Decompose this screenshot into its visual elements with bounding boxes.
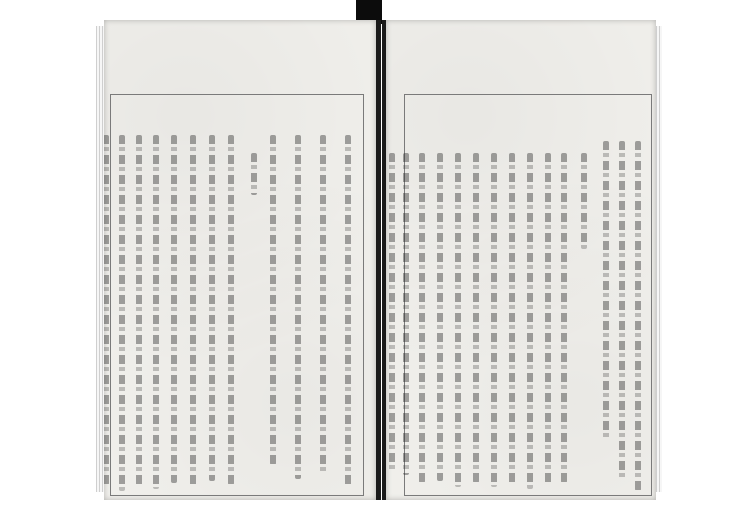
text-column [527, 153, 533, 489]
text-column [635, 141, 641, 491]
text-column [136, 135, 142, 487]
text-column [619, 141, 625, 481]
left-page [104, 20, 381, 500]
text-column [171, 135, 177, 483]
text-column [581, 153, 587, 249]
text-column [403, 153, 409, 475]
text-column [603, 141, 609, 441]
text-column [104, 135, 109, 485]
text-column [545, 153, 551, 485]
text-column [295, 135, 301, 479]
text-column [389, 153, 395, 471]
text-column [228, 135, 234, 485]
left-page-frame [110, 94, 364, 496]
text-column [345, 135, 351, 487]
text-column [320, 135, 326, 475]
text-column [153, 135, 159, 489]
text-column [473, 153, 479, 483]
text-column [509, 153, 515, 485]
text-column [419, 153, 425, 483]
text-column [270, 135, 276, 465]
text-column [251, 153, 257, 195]
text-column [455, 153, 461, 487]
text-column [561, 153, 567, 483]
right-page [382, 20, 656, 500]
text-column [190, 135, 196, 487]
text-column [119, 135, 125, 491]
text-column [437, 153, 443, 481]
right-page-frame [404, 94, 652, 496]
text-column [209, 135, 215, 481]
text-column [491, 153, 497, 487]
